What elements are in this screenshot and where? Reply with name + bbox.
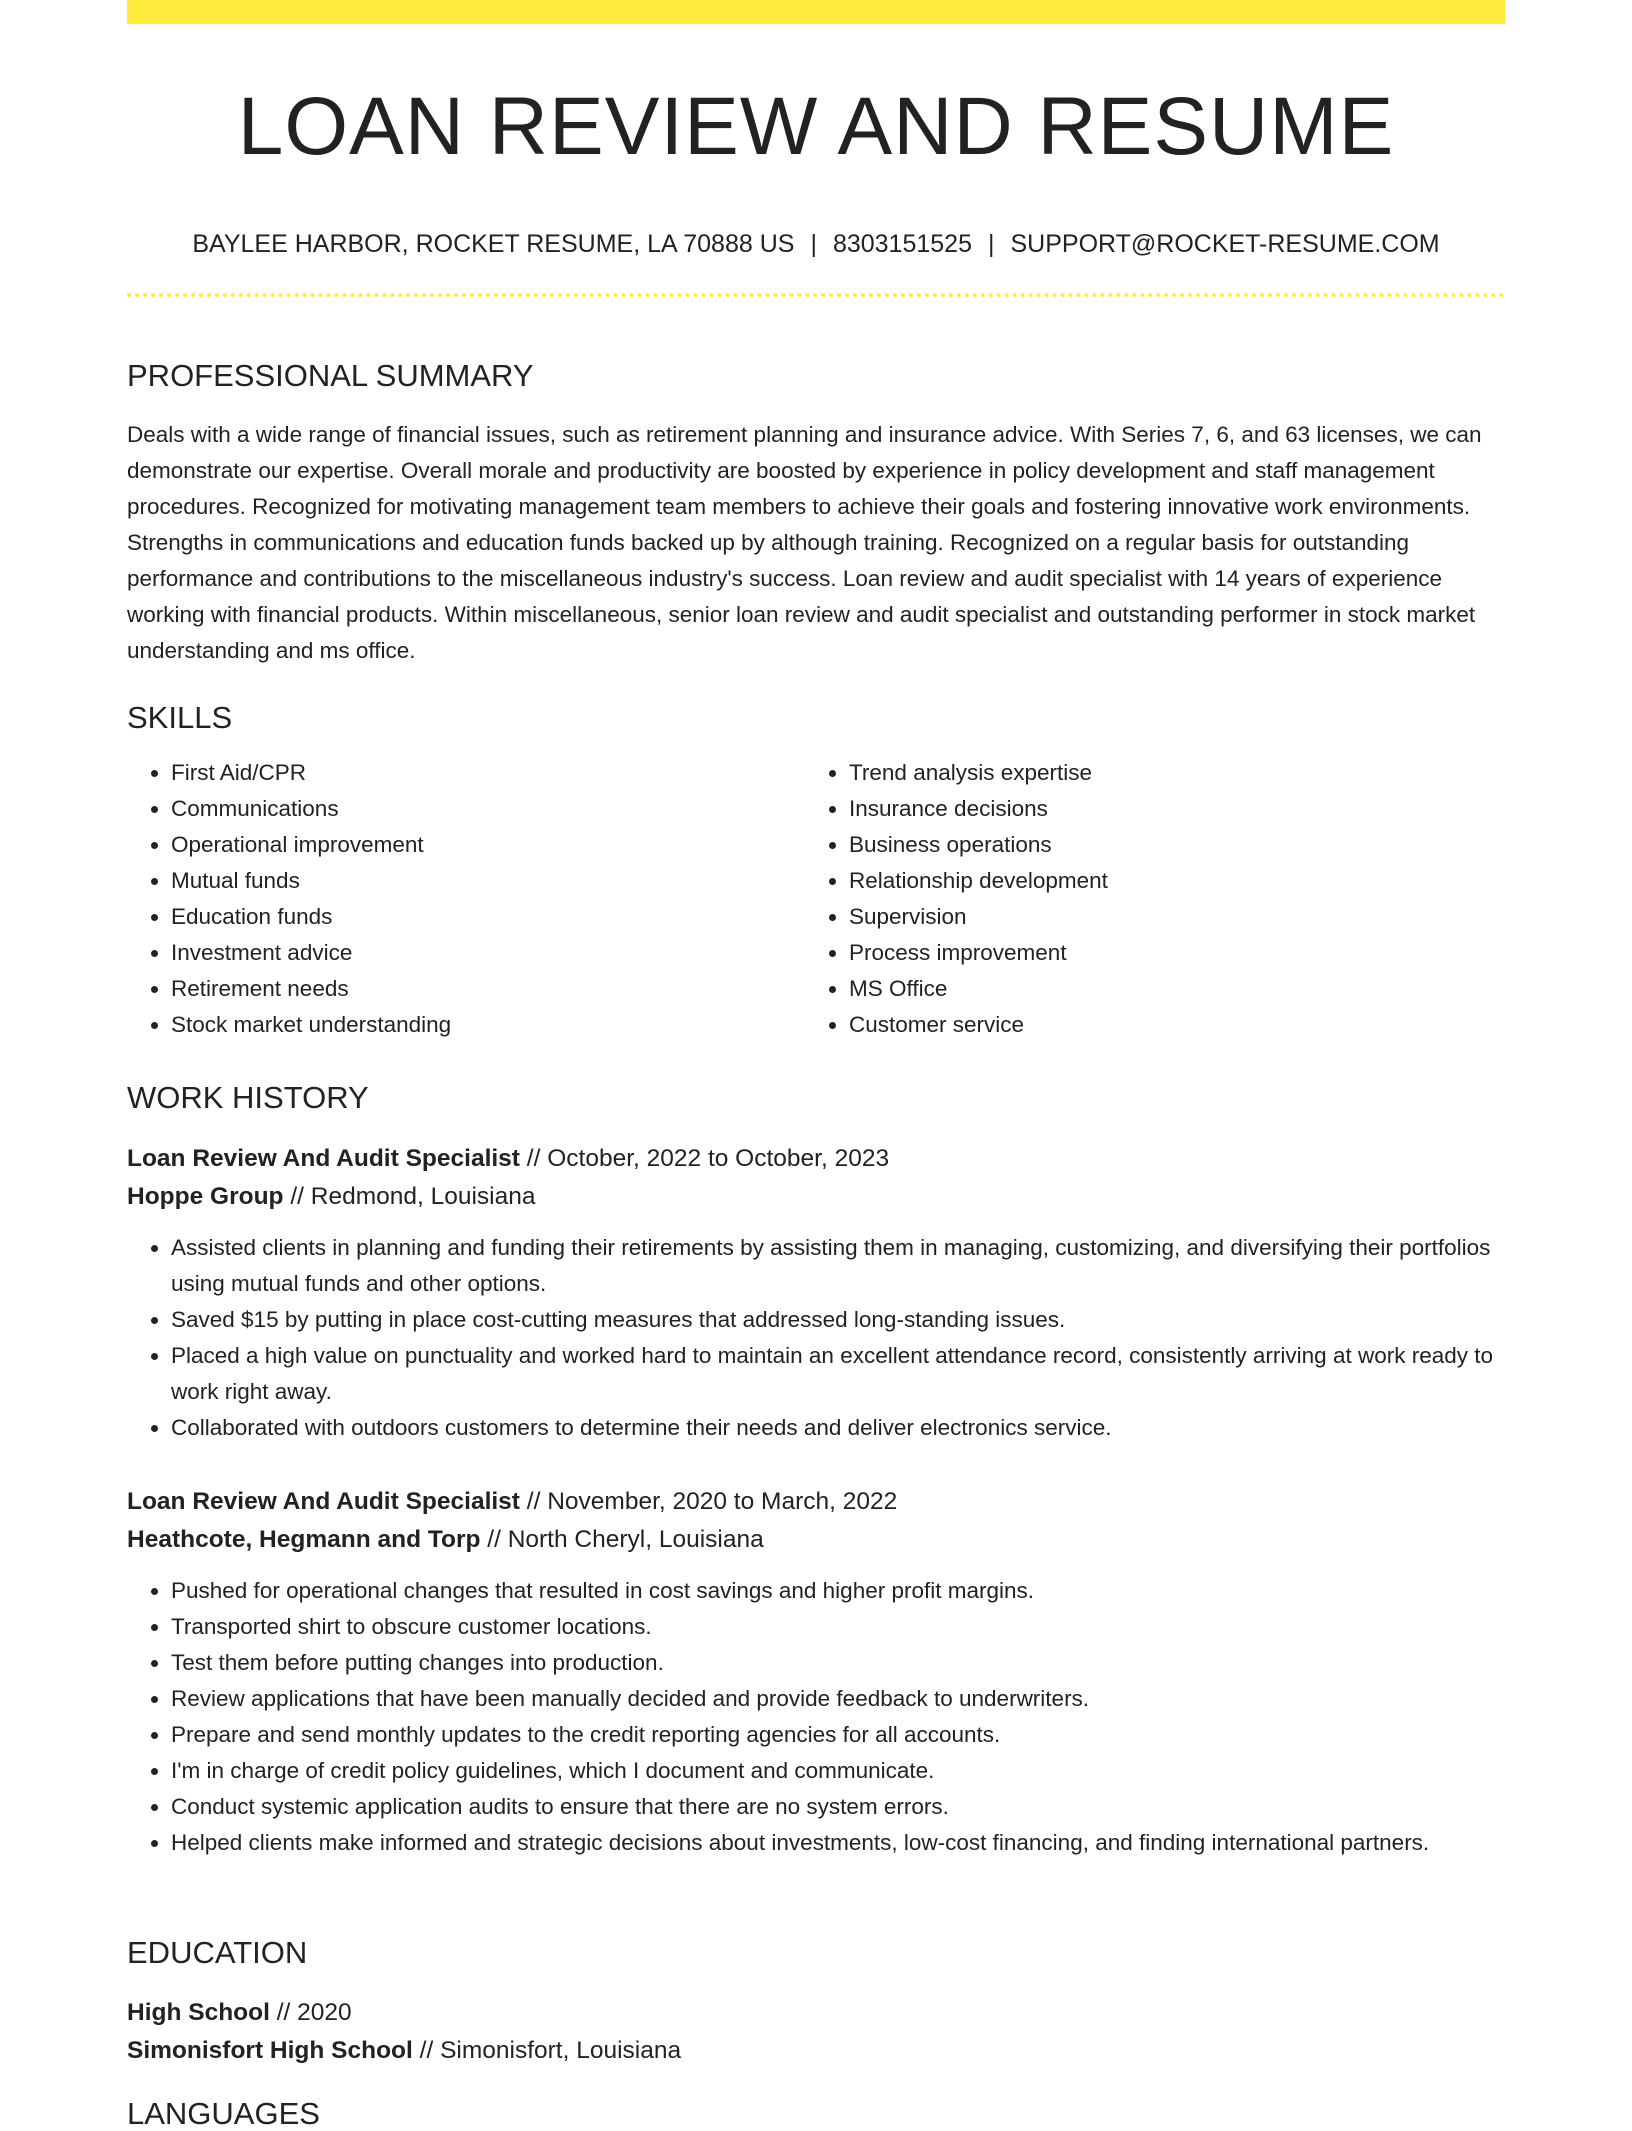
education-school-line: [127, 2032, 1505, 2070]
skills-grid: [127, 755, 1505, 1043]
contact-phone: 8303151525: [832, 230, 972, 258]
summary-heading: PROFESSIONAL SUMMARY: [127, 358, 534, 393]
skill-item: • Trend analysis expertise: [849, 755, 1483, 791]
skill-item: • Relationship development: [849, 863, 1483, 899]
job-location: // North Cheryl, Louisiana: [487, 1526, 764, 1553]
contact-address: BAYLEE HARBOR, ROCKET RESUME, LA 70888 US: [192, 230, 795, 258]
skills-list-left: [127, 755, 805, 1043]
skill-item: • Stock market understanding: [171, 1007, 805, 1043]
job-bullet: • Review applications that have been manually decided and provide feedback to underwriters.: [171, 1681, 1505, 1717]
skill-item: • Supervision: [849, 899, 1483, 935]
contact-line: [127, 232, 1505, 257]
skill-item: • Insurance decisions: [849, 791, 1483, 827]
job-title-line: [127, 1140, 1505, 1178]
job-bullet: • Helped clients make informed and strategic decisions about investments, low-cost financing, and finding international partners.: [171, 1825, 1505, 1861]
job-title-line: [127, 1483, 1505, 1521]
skill-item: • Process improvement: [849, 935, 1483, 971]
job-dates: // October, 2022 to October, 2023: [526, 1145, 890, 1172]
job-company-line: [127, 1521, 1505, 1559]
job-bullet: • Transported shirt to obscure customer locations.: [171, 1609, 1505, 1645]
education-degree-line: [127, 1994, 1505, 2032]
languages-heading: LANGUAGES: [127, 2096, 320, 2131]
skill-item: • Customer service: [849, 1007, 1483, 1043]
education-year: // 2020: [276, 1999, 352, 2026]
skill-item: • MS Office: [849, 971, 1483, 1007]
job-bullet: • I'm in charge of credit policy guidelines, which I document and communicate.: [171, 1753, 1505, 1789]
education-degree: High School: [127, 1999, 270, 2026]
skill-item: • Investment advice: [171, 935, 805, 971]
education-entry: [127, 1994, 1505, 2070]
skill-item: • First Aid/CPR: [171, 755, 805, 791]
accent-top-bar: [127, 0, 1505, 24]
job-company-line: [127, 1178, 1505, 1216]
job-bullet: • Test them before putting changes into production.: [171, 1645, 1505, 1681]
job-title: Loan Review And Audit Specialist: [127, 1145, 520, 1172]
skills-list-right: [805, 755, 1483, 1043]
languages-section: [127, 2096, 1505, 2131]
job-bullet: • Saved $15 by putting in place cost-cutting measures that addressed long-standing issues.: [171, 1302, 1505, 1338]
job-company: Hoppe Group: [127, 1183, 284, 1210]
summary-section: [127, 360, 1505, 669]
job-bullets: [127, 1573, 1505, 1861]
summary-text: Deals with a wide range of financial issues, such as retirement planning and insurance advice. With Series 7, 6, and 63 licenses, we can demonstrate our expertise. Overall morale and productivity are boosted by experience in policy development and staff management procedures. Recognized for motivating management team members to achieve their goals and fostering innovative work environments. Strengths in communications and education funds backed up by although training. Recognized on a regular basis for outstanding performance and contributions to the miscellaneous industry's success. Loan review and audit specialist with 14 years of experience working with financial products. Within miscellaneous, senior loan review and audit specialist and outstanding performer in stock market understanding and ms office.: [127, 422, 1482, 663]
job-company: Heathcote, Hegmann and Torp: [127, 1526, 481, 1553]
job-bullets: [127, 1230, 1505, 1446]
skill-item: • Communications: [171, 791, 805, 827]
job-entry: [127, 1483, 1505, 1861]
education-location: // Simonisfort, Louisiana: [419, 2037, 682, 2064]
education-heading: EDUCATION: [127, 1935, 308, 1970]
skill-item: • Operational improvement: [171, 827, 805, 863]
skill-item: • Education funds: [171, 899, 805, 935]
job-bullet: • Collaborated with outdoors customers to determine their needs and deliver electronics service.: [171, 1410, 1505, 1446]
education-section: [127, 1937, 1505, 1968]
job-bullet: • Conduct systemic application audits to ensure that there are no system errors.: [171, 1789, 1505, 1825]
resume-page: [127, 0, 1505, 2131]
job-bullet: • Placed a high value on punctuality and worked hard to maintain an excellent attendance record, consistently arriving at work ready to work right away.: [171, 1338, 1505, 1410]
job-dates: // November, 2020 to March, 2022: [526, 1488, 898, 1515]
work-history-section: [127, 1082, 1505, 1113]
skill-item: • Business operations: [849, 827, 1483, 863]
resume-title: LOAN REVIEW AND RESUME: [237, 81, 1395, 172]
education-school: Simonisfort High School: [127, 2037, 413, 2064]
job-entry: [127, 1140, 1505, 1446]
contact-separator: |: [810, 230, 817, 258]
job-bullet: • Assisted clients in planning and funding their retirements by assisting them in managing, customizing, and diversifying their portfolios using mutual funds and other options.: [171, 1230, 1505, 1302]
work-history-heading: WORK HISTORY: [127, 1080, 369, 1115]
skills-heading: SKILLS: [127, 700, 233, 735]
job-bullet: • Prepare and send monthly updates to the credit reporting agencies for all accounts.: [171, 1717, 1505, 1753]
contact-email: SUPPORT@ROCKET-RESUME.COM: [1010, 230, 1440, 258]
dotted-divider: [127, 293, 1505, 297]
job-location: // Redmond, Louisiana: [290, 1183, 536, 1210]
skills-section: [127, 702, 1505, 1043]
job-bullet: • Pushed for operational changes that resulted in cost savings and higher profit margins.: [171, 1573, 1505, 1609]
contact-separator: |: [987, 230, 995, 258]
skill-item: • Mutual funds: [171, 863, 805, 899]
job-title: Loan Review And Audit Specialist: [127, 1488, 520, 1515]
skill-item: • Retirement needs: [171, 971, 805, 1007]
